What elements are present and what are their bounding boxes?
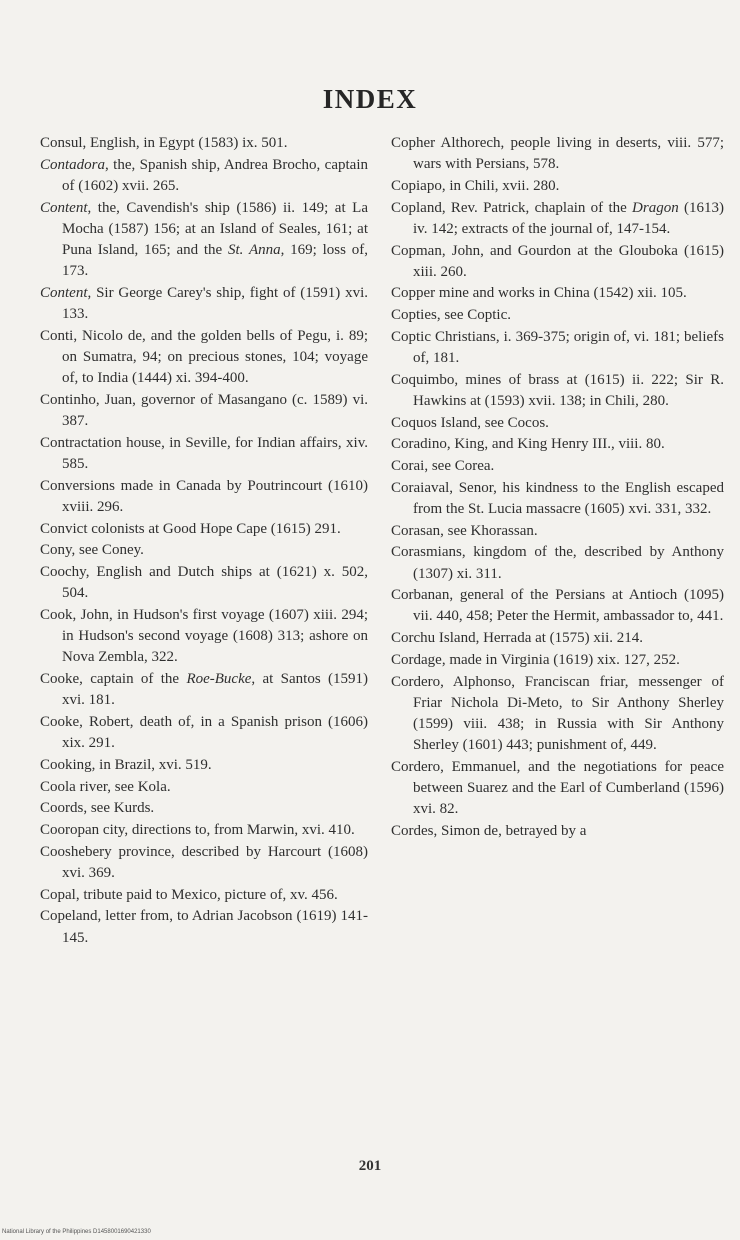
index-entry: Cordero, Alphonso, Franciscan friar, messenger of Friar Nichola Di-Meto, to Sir Anthony Sherley (1599) viii. 438; in Russia with Sir Anthony Sherley (1601) 443; punishment of, 449.	[391, 673, 724, 754]
index-entry: Coquos Island, see Cocos.	[391, 414, 549, 431]
index-entry: Copiapo, in Chili, xvii. 280.	[391, 177, 560, 194]
index-entry: Cordes, Simon de, betrayed by a	[391, 823, 587, 839]
index-entry: Coraiaval, Senor, his kindness to the English escaped from the St. Lucia massacre (1605) xvi. 331, 332.	[391, 479, 724, 517]
index-entry: Copland, Rev. Patrick, chaplain of the Dragon (1613) iv. 142; extracts of the journal of, 147-154.	[391, 199, 724, 237]
index-entry: Coradino, King, and King Henry III., viii. 80.	[391, 436, 665, 453]
index-entry: Coords, see Kurds.	[40, 800, 155, 817]
index-entry: Copal, tribute paid to Mexico, picture of, xv. 456.	[40, 886, 338, 903]
index-entry: Corasmians, kingdom of the, described by Anthony (1307) xi. 311.	[391, 544, 724, 582]
footer-credit: National Library of the Philippines D1458001690421330	[2, 1229, 151, 1235]
index-column-left	[40, 133, 368, 949]
index-entry: Corai, see Corea.	[391, 458, 495, 475]
index-entry: Copeland, letter from, to Adrian Jacobson (1619) 141-145.	[40, 908, 368, 946]
index-entry: Corchu Island, Herrada at (1575) xii. 214.	[391, 630, 644, 647]
index-entry: Copman, John, and Gourdon at the Glouboka (1615) xiii. 260.	[391, 242, 724, 280]
index-entry: Convict colonists at Good Hope Cape (1615) 291.	[40, 520, 341, 537]
page-title: INDEX	[322, 84, 418, 114]
index-entry: Cordage, made in Virginia (1619) xix. 127, 252.	[391, 651, 680, 668]
index-entry: Copties, see Coptic.	[391, 307, 511, 324]
index-entry: Consul, English, in Egypt (1583) ix. 501.	[40, 135, 288, 151]
index-entry: Cordero, Emmanuel, and the negotiations for peace between Suarez and the Earl of Cumberland (1596) xvi. 82.	[391, 758, 724, 818]
index-column-right	[391, 133, 724, 843]
page-number: 201	[358, 1158, 382, 1174]
index-entry: Conti, Nicolo de, and the golden bells of Pegu, i. 89; on Sumatra, 94; on precious stones, 104; voyage of, to India (1444) xi. 394-400.	[40, 327, 368, 387]
index-entry: Cooking, in Brazil, xvi. 519.	[40, 756, 212, 773]
index-entry: Cooropan city, directions to, from Marwin, xvi. 410.	[40, 822, 355, 838]
index-entry: Content, the, Cavendish's ship (1586) ii. 149; at La Mocha (1587) 156; at an Island of Seales, 161; at Puna Island, 165; and the St. Anna, 169; loss of, 173.	[40, 199, 368, 280]
index-entry: Cony, see Coney.	[40, 542, 144, 559]
index-entry: Coquimbo, mines of brass at (1615) ii. 222; Sir R. Hawkins at (1593) xvii. 138; in Chili, 280.	[391, 371, 724, 409]
index-entry: Copper mine and works in China (1542) xii. 105.	[391, 285, 687, 302]
index-entry: Copher Althorech, people living in deserts, viii. 577; wars with Persians, 578.	[391, 135, 724, 173]
index-entry: Contractation house, in Seville, for Indian affairs, xiv. 585.	[40, 434, 368, 473]
index-entry: Corasan, see Khorassan.	[391, 522, 538, 539]
index-entry: Coola river, see Kola.	[40, 778, 171, 795]
index-entry: Coochy, English and Dutch ships at (1621) x. 502, 504.	[40, 564, 368, 602]
index-entry: Coptic Christians, i. 369-375; origin of, vi. 181; beliefs of, 181.	[391, 328, 724, 367]
index-entry: Conversions made in Canada by Poutrincourt (1610) xviii. 296.	[40, 477, 368, 515]
index-entry: Cooke, Robert, death of, in a Spanish prison (1606) xix. 291.	[40, 713, 368, 752]
index-entry: Cooke, captain of the Roe-Bucke, at Santos (1591) xvi. 181.	[40, 671, 368, 709]
index-entry: Continho, Juan, governor of Masangano (c. 1589) vi. 387.	[40, 391, 368, 430]
index-entry: Corbanan, general of the Persians at Antioch (1095) vii. 440, 458; Peter the Hermit, ambassador to, 441.	[391, 587, 724, 625]
index-entry: Cooshebery province, described by Harcourt (1608) xvi. 369.	[40, 843, 368, 881]
index-entry: Contadora, the, Spanish ship, Andrea Brocho, captain of (1602) xvii. 265.	[40, 156, 368, 194]
index-entry: Content, Sir George Carey's ship, fight of (1591) xvi. 133.	[40, 284, 368, 323]
index-entry: Cook, John, in Hudson's first voyage (1607) xiii. 294; in Hudson's second voyage (1608) 313; ashore on Nova Zembla, 322.	[40, 606, 368, 666]
